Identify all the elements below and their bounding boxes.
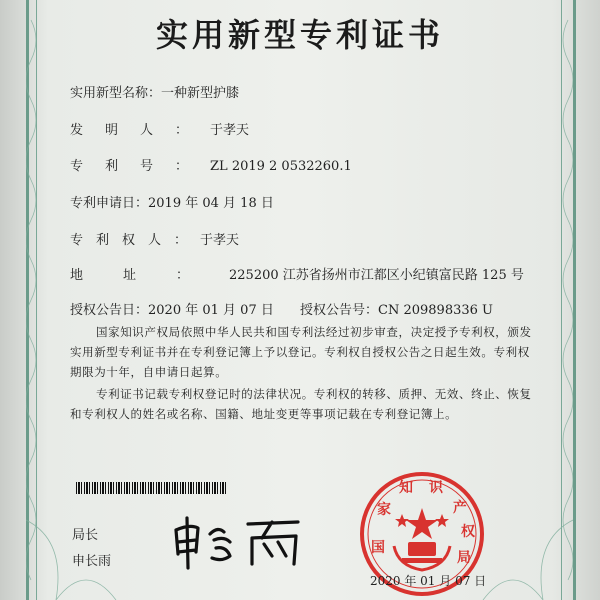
patentee-value: 于孝天 [200, 233, 240, 248]
patent-number-value: ZL 2019 2 0532260.1 [210, 159, 352, 174]
grant-number-value: CN 209898336 U [378, 303, 493, 318]
seal-char-6: 权 [461, 524, 475, 540]
row-patentee [70, 229, 239, 248]
seal-char-2: 家 [377, 502, 391, 518]
inventor-label: 发明人： [70, 123, 211, 138]
row-utility-model-name [70, 82, 239, 101]
certificate-paragraph-1: 国家知识产权局依照中华人民共和国专利法经过初步审查，决定授予专利权，颁发实用新型专利证书并在专利登记簿上予以登记。专利权自授权公告之日起生效。专利权期限为十年，自申请日起算。 [70, 325, 532, 379]
utility-model-name-value: 一种新型护膝 [161, 86, 240, 101]
row-grant-date [70, 299, 274, 318]
address-value: 225200 江苏省扬州市江都区小纪镇富民路 125 号 [229, 268, 524, 283]
seal-char-4: 识 [429, 480, 443, 496]
grant-date-value: 2020 年 01 月 07 日 [148, 303, 274, 318]
grant-number-label: 授权公告号： [300, 303, 379, 318]
patentee-label: 专利权人： [70, 233, 201, 248]
handwritten-signature [168, 512, 308, 572]
row-patent-number [70, 155, 352, 174]
signatory-name: 申长雨 [72, 554, 112, 569]
grant-date-label: 授权公告日： [70, 303, 149, 318]
inventor-value: 于孝天 [210, 123, 250, 138]
seal-char-3: 知 [399, 480, 413, 496]
row-inventor [70, 119, 249, 138]
utility-model-name-label: 实用新型名称： [70, 86, 162, 101]
patent-number-label: 专利号： [70, 159, 211, 174]
row-grant-number [300, 299, 493, 318]
filing-date-label: 专利申请日： [70, 196, 149, 211]
certificate-paragraph-2: 专利证书记载专利权登记时的法律状况。专利权的转移、质押、无效、终止、恢复和专利权人的姓名或名称、国籍、地址变更等事项记载在专利登记簿上。 [70, 387, 532, 421]
row-address [70, 264, 524, 283]
filing-date-value: 2019 年 04 月 18 日 [148, 196, 274, 211]
seal-char-1: 国 [371, 540, 385, 556]
barcode [76, 482, 226, 494]
seal-date: 2020 年 01 月 07 日 [370, 574, 487, 588]
row-filing-date [70, 192, 274, 211]
certificate-title: 实用新型专利证书 [155, 16, 444, 54]
seal-char-7: 局 [457, 550, 471, 566]
signatory-title: 局长 [72, 528, 99, 543]
address-label: 地址： [70, 268, 230, 283]
seal-char-5: 产 [453, 500, 467, 516]
